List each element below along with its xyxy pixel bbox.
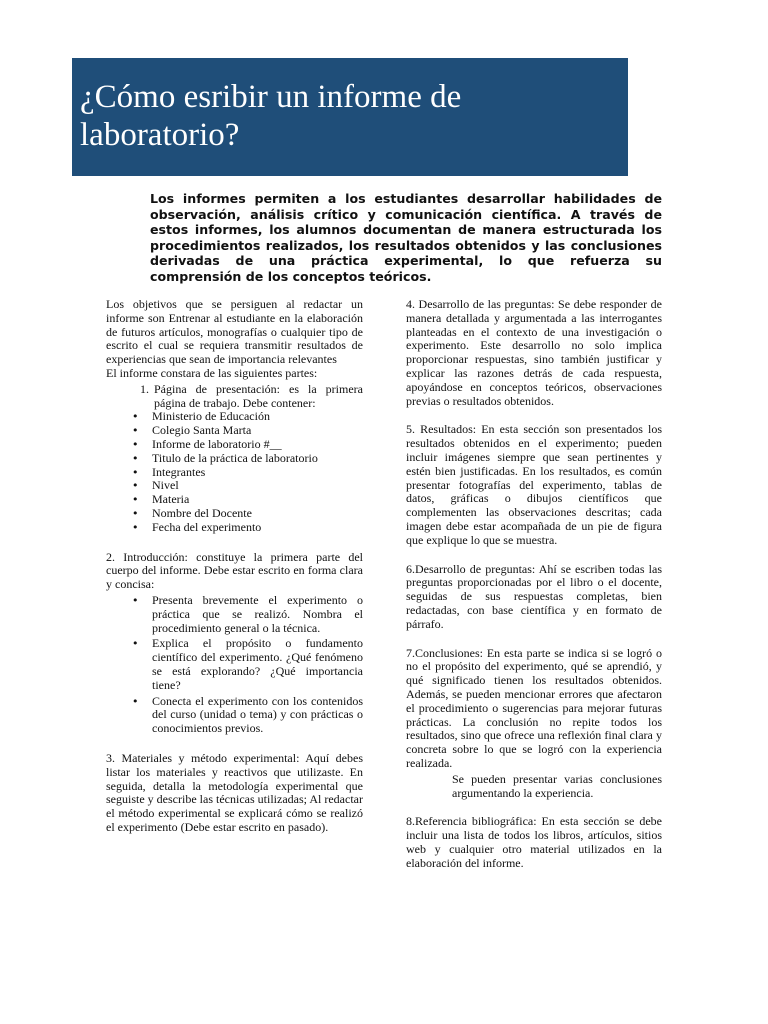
title-banner — [72, 58, 628, 176]
conclusions-note: Se pueden presentar varias conclusiones argumentando la experiencia. — [452, 771, 662, 800]
parts-list — [106, 383, 363, 411]
cover-items-list — [106, 410, 363, 534]
objectives-paragraph: Los objetivos que se persiguen al redactar un informe son Entrenar al estudiante en la elaboración de futuros artículos, monografías o cualquier tipo de escrito el cual se requiera transmitir resultados de experiencias que sean de importancia relevantes — [106, 297, 363, 367]
introduction-item: • Presenta brevemente el experimento o práctica que se realizó. Nombra el procedimiento general o la técnica. — [152, 594, 363, 635]
introduction-paragraph: 2. Introducción: constituye la primera parte del cuerpo del informe. Debe estar escrito en forma clara y concisa: — [106, 549, 363, 592]
references-paragraph: 8.Referencia bibliográfica: En esta sección se debe incluir una lista de todos los libros, artículos, sitios web y cualquier otro material utilizados en la elaboración del informe. — [406, 814, 662, 870]
cover-item: • Materia — [152, 493, 363, 507]
cover-item: • Fecha del experimento — [152, 521, 363, 535]
results-paragraph: 5. Resultados: En esta sección son presentados los resultados obtenidos en el experimento; pueden incluir imágenes siempre que sean pertinentes y estén bien justificadas. En los resultados, es común presentar fotografías del experimento, tablas de datos, gráficas o dibujos científicos que complementen las observaciones descritas; cada imagen debe estar acompañada de un pie de figura que explique lo que se muestra. — [406, 422, 662, 547]
cover-item: • Ministerio de Educación — [152, 410, 363, 424]
introduction-item: • Conecta el experimento con los contenidos del curso (unidad o tema) y con prácticas o conocimientos previos. — [152, 695, 363, 736]
part-cover-page: 1. Página de presentación: es la primera página de trabajo. Debe contener: — [152, 383, 363, 411]
parts-intro: El informe constara de las siguientes partes: — [106, 365, 318, 380]
intro-paragraph: Los informes permiten a los estudiantes desarrollar habilidades de observación, análisis crítico y comunicación científica. A través de estos informes, los alumnos documentan de manera estructurada los procedimientos realizados, los resultados obtenidos y las conclusiones derivadas de una práctica experimental, lo que refuerza su comprensión de los conceptos teóricos. — [150, 191, 662, 284]
left-column — [106, 298, 363, 835]
cover-item: • Nivel — [152, 479, 363, 493]
cover-item: • Titulo de la práctica de laboratorio — [152, 452, 363, 466]
introduction-items-list — [106, 594, 363, 736]
cover-item: • Nombre del Docente — [152, 507, 363, 521]
cover-item: • Integrantes — [152, 466, 363, 480]
questions-paragraph: 6.Desarrollo de preguntas: Ahí se escriben todas las preguntas proporcionadas por el libro o el docente, seguidas de sus respuestas completas, bien redactadas, con base científica y en formato de párrafo. — [406, 561, 662, 631]
conclusions-paragraph: 7.Conclusiones: En esta parte se indica si se logró o no el propósito del experimento, qué se aprendió, y qué significado tienen los resultados obtenidos. Además, se pueden mencionar errores que afectaron el procedimiento o sugerencias para mejorar futuras prácticas. La conclusión no repite todos los resultados, sino que ofrece una reflexión final clara y concreta sobre lo que se logró con la experiencia realizada. — [406, 645, 662, 770]
cover-item: • Informe de laboratorio #__ — [152, 438, 363, 452]
introduction-item: • Explica el propósito o fundamento científico del experimento. ¿Qué fenómeno se está explorando? ¿Qué importancia tiene? — [152, 637, 363, 692]
document-title: ¿Cómo esribir un informe de laboratorio? — [80, 79, 462, 153]
cover-item: • Colegio Santa Marta — [152, 424, 363, 438]
right-column — [406, 298, 662, 870]
materials-paragraph: 3. Materiales y método experimental: Aquí debes listar los materiales y reactivos que utilizaste. En seguida, detalla la metodología experimental que seguiste y describe las técnicas utilizadas; Al redactar el método experimental se explicará cómo se realizó el experimento (Debe estar escrito en pasado). — [106, 750, 363, 834]
questions-development-paragraph: 4. Desarrollo de las preguntas: Se debe responder de manera detallada y argumentada a las interrogantes planteadas en el contexto de una investigación o experimento. Este desarrollo no solo implica proporcionar respuestas, sino también justificar y explicar las razones detrás de cada respuesta, apoyándose en conceptos teóricos, observaciones previas o resultados obtenidos. — [406, 297, 662, 408]
